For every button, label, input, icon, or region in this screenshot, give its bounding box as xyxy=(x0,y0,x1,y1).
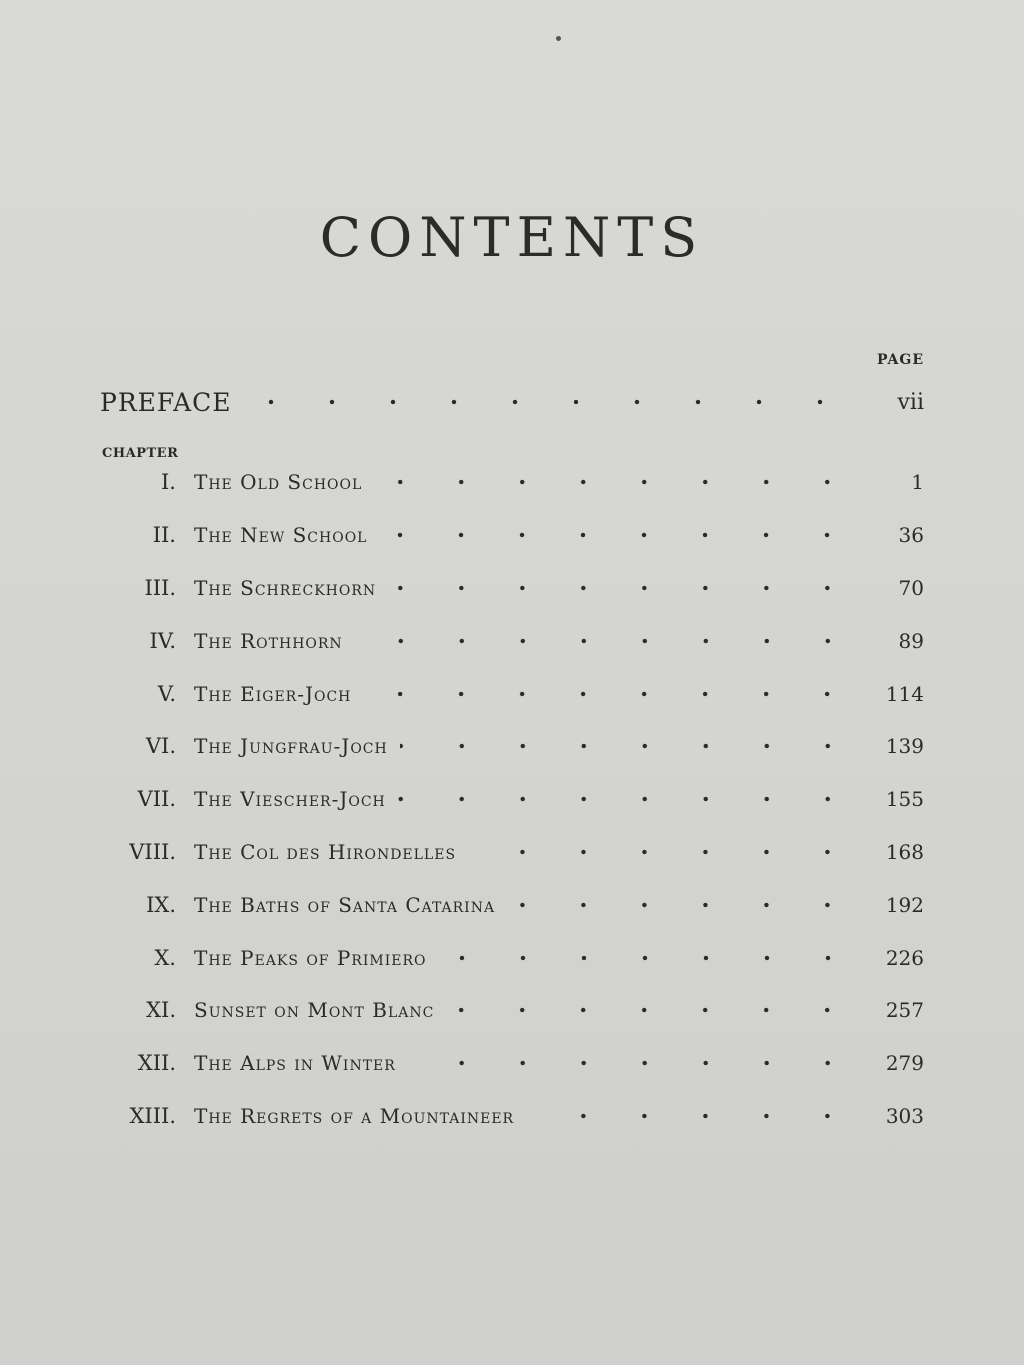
toc-row xyxy=(100,984,924,1037)
chapter-numeral: V. xyxy=(157,681,176,706)
chapter-page-number: 36 xyxy=(898,523,924,548)
chapter-page-number: 303 xyxy=(885,1103,924,1128)
preface-page-number: vii xyxy=(897,389,924,415)
chapter-title: The Viescher-Joch xyxy=(194,787,386,812)
toc-row xyxy=(100,720,924,773)
chapter-page-number: 168 xyxy=(885,839,924,864)
chapter-title: The New School xyxy=(194,523,368,548)
chapter-page-number: 114 xyxy=(885,681,924,706)
chapter-title: The Schreckhorn xyxy=(194,575,377,600)
chapter-page-number: 155 xyxy=(885,787,924,812)
table-of-contents xyxy=(100,456,924,1142)
toc-row xyxy=(100,456,924,509)
toc-row xyxy=(100,931,924,984)
chapter-numeral: XI. xyxy=(146,998,176,1023)
dot-leader xyxy=(526,1112,858,1120)
chapter-numeral: XII. xyxy=(137,1051,176,1076)
chapter-title: The Regrets of a Mountaineer xyxy=(194,1103,515,1128)
chapter-page-number: 192 xyxy=(885,892,924,917)
chapter-title: The Peaks of Primiero xyxy=(194,945,427,970)
chapter-numeral: IX. xyxy=(146,892,176,917)
toc-row xyxy=(100,878,924,931)
chapter-title: The Old School xyxy=(194,470,363,495)
dot-leader xyxy=(244,398,851,406)
dot-leader xyxy=(446,1006,858,1014)
chapter-numeral: III. xyxy=(144,575,176,600)
toc-row xyxy=(100,1090,924,1143)
dot-leader xyxy=(507,901,858,909)
chapter-title: The Baths of Santa Catarina xyxy=(194,892,496,917)
chapter-title: The Eiger-Joch xyxy=(194,681,352,706)
chapter-numeral: XIII. xyxy=(129,1103,176,1128)
dot-leader xyxy=(408,1059,858,1067)
chapter-page-number: 1 xyxy=(911,470,924,495)
chapter-title: The Col des Hirondelles xyxy=(194,839,457,864)
toc-row xyxy=(100,773,924,826)
chapter-title: Sunset on Mont Blanc xyxy=(194,998,435,1023)
dot-leader xyxy=(468,848,858,856)
dot-leader xyxy=(374,478,858,486)
dot-leader xyxy=(355,637,858,645)
dot-leader xyxy=(388,584,858,592)
page-title: CONTENTS xyxy=(319,206,705,269)
toc-row xyxy=(100,667,924,720)
chapter-numeral: IV. xyxy=(149,628,176,653)
paper-speck xyxy=(556,36,561,41)
chapter-page-number: 257 xyxy=(885,998,924,1023)
dot-leader xyxy=(379,531,858,539)
toc-row xyxy=(100,509,924,562)
chapter-numeral: VIII. xyxy=(129,839,176,864)
chapter-numeral: I. xyxy=(161,470,176,495)
page-column-label: PAGE xyxy=(877,352,924,368)
dot-leader xyxy=(398,795,858,803)
dot-leader xyxy=(363,690,858,698)
toc-row xyxy=(100,562,924,615)
toc-row xyxy=(100,826,924,879)
chapter-numeral: II. xyxy=(152,523,176,548)
chapter-page-number: 226 xyxy=(885,945,924,970)
dot-leader xyxy=(400,742,858,750)
dot-leader xyxy=(439,954,858,962)
chapter-column-label: CHAPTER xyxy=(102,446,179,461)
chapter-numeral: VI. xyxy=(145,734,176,759)
chapter-page-number: 139 xyxy=(885,734,924,759)
chapter-page-number: 279 xyxy=(885,1051,924,1076)
chapter-title: The Jungfrau-Joch xyxy=(194,734,388,759)
chapter-numeral: X. xyxy=(154,945,176,970)
chapter-title: The Alps in Winter xyxy=(194,1051,396,1076)
chapter-numeral: VII. xyxy=(137,787,176,812)
toc-row xyxy=(100,1037,924,1090)
preface-label: PREFACE xyxy=(100,387,232,417)
chapter-page-number: 89 xyxy=(898,628,924,653)
toc-row-preface xyxy=(100,382,924,422)
chapter-page-number: 70 xyxy=(898,575,924,600)
chapter-title: The Rothhorn xyxy=(194,628,343,653)
toc-row xyxy=(100,614,924,667)
